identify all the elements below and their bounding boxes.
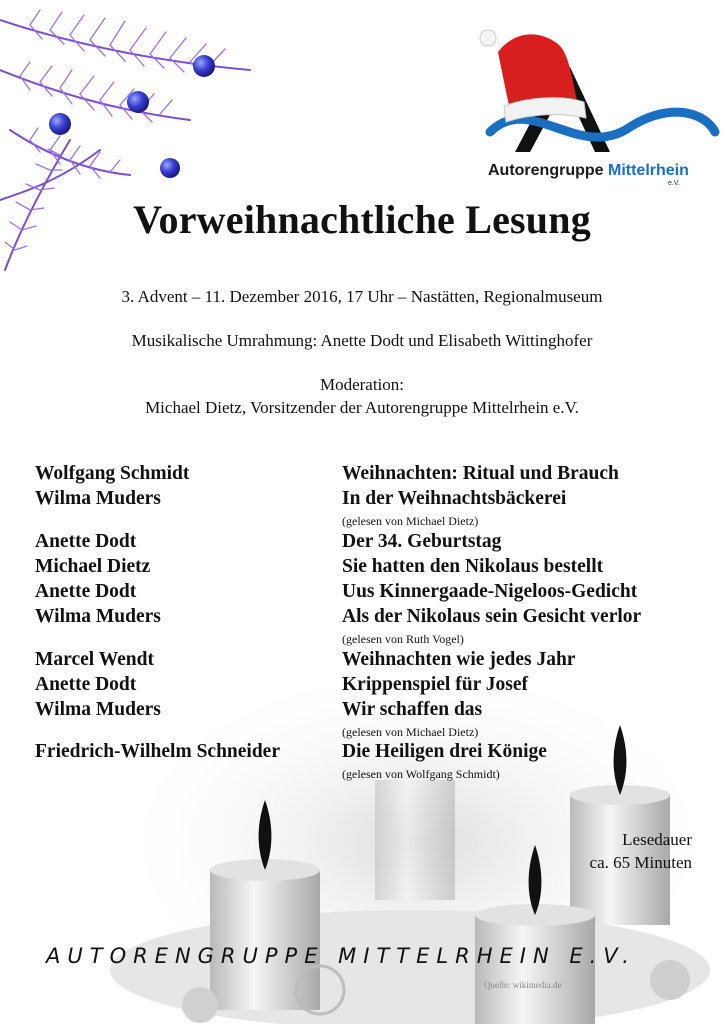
reading-author: Anette Dodt [35,581,137,602]
logo-name-part2: Mittelrhein [608,162,689,179]
ornament-ball-icon [49,113,71,135]
reading-author: Wilma Muders [35,488,161,509]
logo-ev-suffix: e.V. [668,180,680,187]
logo-name-part1: Autorengruppe [488,162,608,179]
reading-note: (gelesen von Ruth Vogel) [342,632,464,646]
reading-row [0,581,724,605]
reading-note: (gelesen von Wolfgang Schmidt) [342,767,500,781]
reading-author: Friedrich-Wilhelm Schneider [35,741,280,762]
reading-author: Wilma Muders [35,606,161,627]
reading-work: Der 34. Geburtstag [342,531,502,552]
moderation-label: Moderation: [319,375,405,394]
reading-work: Uus Kinnergaade-Nigeloos-Gedicht [342,581,638,602]
event-date-line: 3. Advent – 11. Dezember 2016, 17 Uhr – Nastätten, Regionalmuseum [121,287,603,306]
reading-row [0,741,724,765]
reading-author: Marcel Wendt [35,649,154,670]
duration-value: ca. 65 Minuten [589,853,692,872]
reading-work: Krippenspiel für Josef [342,674,528,695]
reading-author: Michael Dietz [35,556,151,577]
reading-note: (gelesen von Michael Dietz) [342,725,479,739]
reading-row [0,531,724,555]
reading-row [0,556,724,580]
ornament-ball-icon [127,91,149,113]
reading-row [0,488,724,512]
reading-work: Die Heiligen drei Könige [342,741,547,762]
source-credit: Quelle: wikimedia.de [484,980,562,990]
reading-author: Wolfgang Schmidt [35,463,190,484]
reading-author: Wilma Muders [35,699,161,720]
duration-label: Lesedauer [622,830,692,849]
moderation-name: Michael Dietz, Vorsitzender der Autorengruppe Mittelrhein e.V. [145,398,579,417]
ornament-ball-icon [160,158,180,178]
logo-graphic-icon [470,22,720,162]
reading-author: Anette Dodt [35,531,137,552]
reading-row [0,463,724,487]
reading-note: (gelesen von Michael Dietz) [342,514,479,528]
reading-row [0,674,724,698]
reading-row [0,606,724,630]
reading-work: Sie hatten den Nikolaus bestellt [342,556,604,577]
reading-work: Weihnachten wie jedes Jahr [342,649,576,670]
logo-wordmark [488,162,689,180]
reading-row [0,699,724,723]
reading-duration [590,828,692,874]
footer-brand: AUTORENGRUPPE MITTELRHEIN E.V. [46,944,636,968]
reading-author: Anette Dodt [35,674,137,695]
reading-work: In der Weihnachtsbäckerei [342,488,567,509]
reading-work: Wir schaffen das [342,699,483,720]
reading-work: Weihnachten: Ritual und Brauch [342,463,619,484]
page-title: Vorweihnachtliche Lesung [133,197,591,242]
reading-work: Als der Nikolaus sein Gesicht verlor [342,606,642,627]
music-line: Musikalische Umrahmung: Anette Dodt und Elisabeth Wittinghofer [131,331,593,350]
ornament-ball-icon [193,55,215,77]
autorengruppe-logo [470,22,720,202]
fir-branch-decoration [0,0,270,290]
reading-row [0,649,724,673]
